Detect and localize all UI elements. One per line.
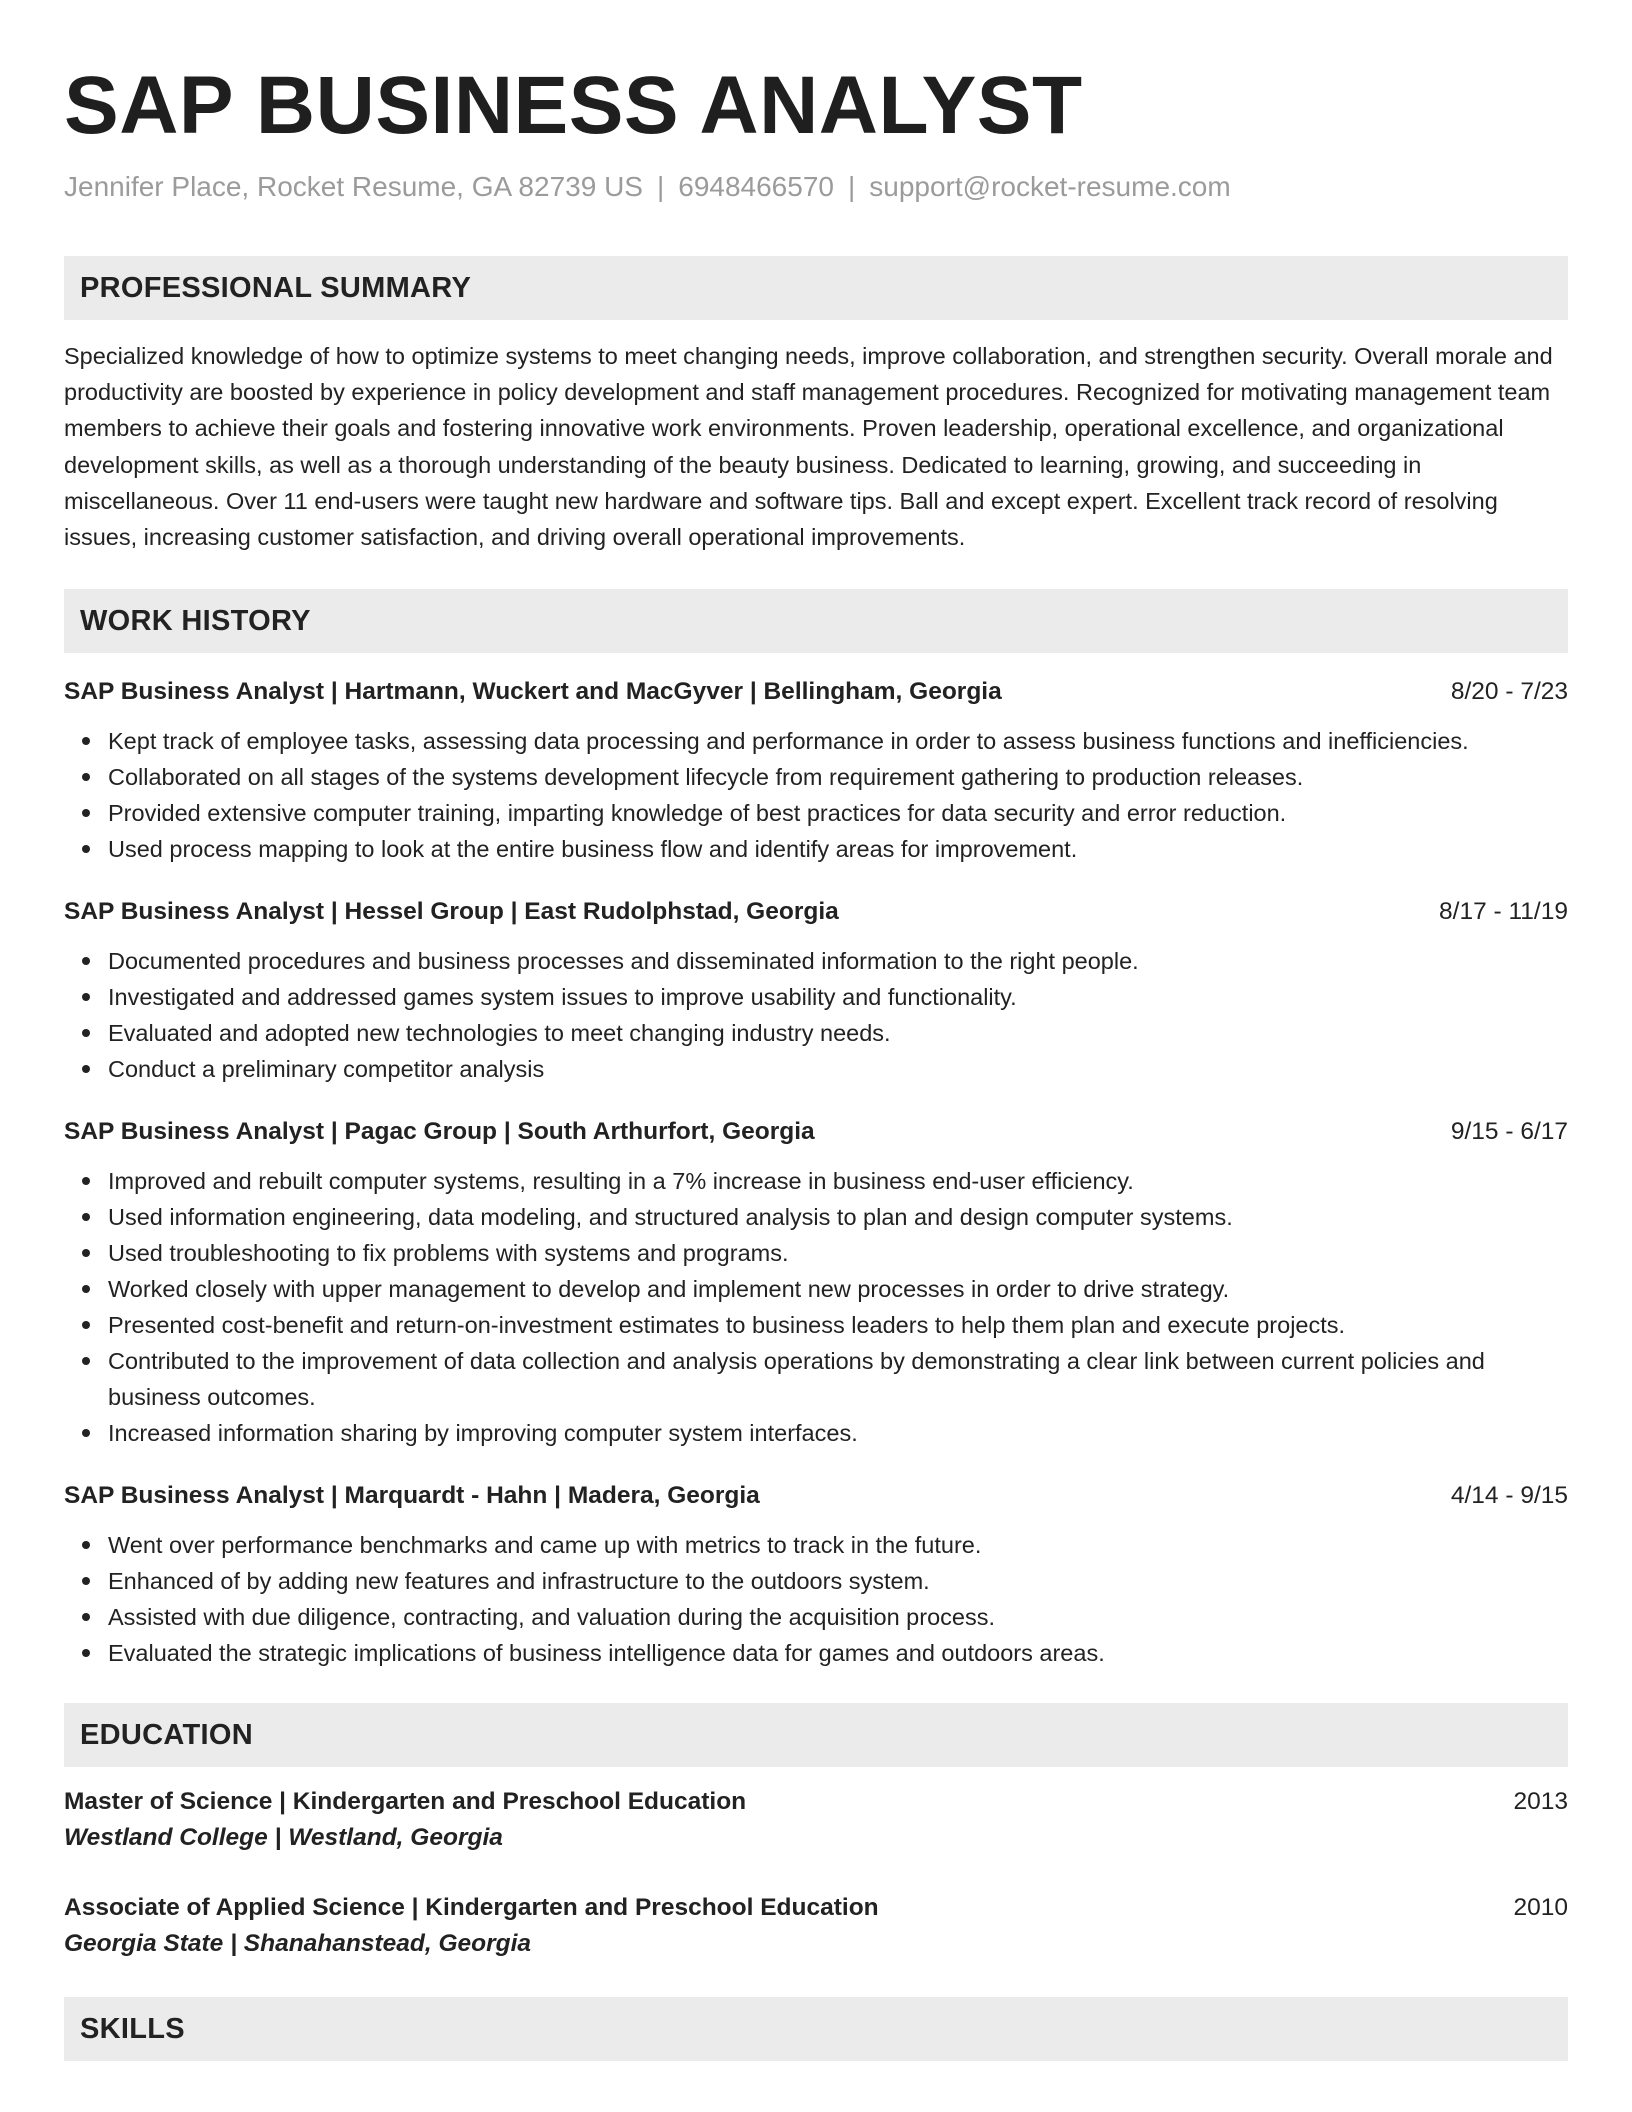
job-header bbox=[64, 1479, 1568, 1513]
job-title: SAP Business Analyst | Hessel Group | East Rudolphstad, Georgia bbox=[64, 898, 839, 926]
job-bullet: Evaluated the strategic implications of business intelligence data for games and outdoors areas. bbox=[108, 1635, 1568, 1671]
job-bullet: Collaborated on all stages of the systems development lifecycle from requirement gathering to production releases. bbox=[108, 759, 1568, 795]
education-list bbox=[64, 1785, 1568, 1963]
job-dates: 8/20 - 7/23 bbox=[1450, 678, 1568, 706]
job-bullet: Kept track of employee tasks, assessing data processing and performance in order to assess business functions and inefficiencies. bbox=[108, 723, 1568, 759]
job-bullet: Improved and rebuilt computer systems, resulting in a 7% increase in business end-user efficiency. bbox=[108, 1163, 1568, 1199]
job-bullet-list bbox=[64, 1163, 1568, 1451]
education-entry bbox=[64, 1785, 1568, 1857]
education-entry bbox=[64, 1891, 1568, 1963]
job-title: SAP Business Analyst | Marquardt - Hahn | Madera, Georgia bbox=[64, 1482, 760, 1510]
job-bullet: Used information engineering, data modeling, and structured analysis to plan and design computer systems. bbox=[108, 1199, 1568, 1235]
job-entry bbox=[64, 1115, 1568, 1451]
job-dates: 8/17 - 11/19 bbox=[1439, 898, 1568, 926]
degree-title: Master of Science | Kindergarten and Preschool Education bbox=[64, 1788, 747, 1816]
contact-email: support@rocket-resume.com bbox=[869, 171, 1231, 202]
contact-line bbox=[64, 170, 1568, 204]
job-bullet-list bbox=[64, 943, 1568, 1087]
section-heading-work-history: WORK HISTORY bbox=[64, 589, 1568, 653]
job-bullet: Used process mapping to look at the entire business flow and identify areas for improvement. bbox=[108, 831, 1568, 867]
job-bullet: Presented cost-benefit and return-on-investment estimates to business leaders to help them plan and execute projects. bbox=[108, 1307, 1568, 1343]
resume-title: SAP BUSINESS ANALYST bbox=[64, 60, 1083, 151]
degree-title: Associate of Applied Science | Kindergarten and Preschool Education bbox=[64, 1894, 879, 1922]
school-name: Georgia State | Shanahanstead, Georgia bbox=[64, 1930, 532, 1958]
job-bullet: Worked closely with upper management to develop and implement new processes in order to drive strategy. bbox=[108, 1271, 1568, 1307]
contact-phone: 6948466570 bbox=[678, 171, 834, 202]
education-year: 2013 bbox=[1513, 1788, 1568, 1816]
job-entry bbox=[64, 675, 1568, 867]
job-header bbox=[64, 895, 1568, 929]
job-bullet: Assisted with due diligence, contracting, and valuation during the acquisition process. bbox=[108, 1599, 1568, 1635]
job-bullet: Provided extensive computer training, imparting knowledge of best practices for data security and error reduction. bbox=[108, 795, 1568, 831]
education-header bbox=[64, 1891, 1568, 1925]
job-entry bbox=[64, 1479, 1568, 1671]
contact-separator: | bbox=[847, 171, 856, 202]
job-title: SAP Business Analyst | Hartmann, Wuckert and MacGyver | Bellingham, Georgia bbox=[64, 678, 1002, 706]
job-dates: 4/14 - 9/15 bbox=[1450, 1482, 1568, 1510]
school-name: Westland College | Westland, Georgia bbox=[64, 1824, 503, 1852]
job-title: SAP Business Analyst | Pagac Group | South Arthurfort, Georgia bbox=[64, 1118, 815, 1146]
job-bullet-list bbox=[64, 1527, 1568, 1671]
education-header bbox=[64, 1785, 1568, 1819]
job-dates: 9/15 - 6/17 bbox=[1450, 1118, 1568, 1146]
education-year: 2010 bbox=[1513, 1894, 1568, 1922]
job-bullet: Conduct a preliminary competitor analysis bbox=[108, 1051, 1568, 1087]
contact-address: Jennifer Place, Rocket Resume, GA 82739 US bbox=[64, 171, 643, 202]
contact-separator: | bbox=[656, 171, 665, 202]
job-bullet: Increased information sharing by improving computer system interfaces. bbox=[108, 1415, 1568, 1451]
job-entry bbox=[64, 895, 1568, 1087]
job-bullet: Evaluated and adopted new technologies to meet changing industry needs. bbox=[108, 1015, 1568, 1051]
job-header bbox=[64, 675, 1568, 709]
work-history-list bbox=[64, 675, 1568, 1671]
section-heading-summary: PROFESSIONAL SUMMARY bbox=[64, 256, 1568, 320]
job-bullet: Went over performance benchmarks and came up with metrics to track in the future. bbox=[108, 1527, 1568, 1563]
job-bullet: Documented procedures and business processes and disseminated information to the right people. bbox=[108, 943, 1568, 979]
job-header bbox=[64, 1115, 1568, 1149]
job-bullet: Investigated and addressed games system issues to improve usability and functionality. bbox=[108, 979, 1568, 1015]
job-bullet: Enhanced of by adding new features and infrastructure to the outdoors system. bbox=[108, 1563, 1568, 1599]
job-bullet: Used troubleshooting to fix problems with systems and programs. bbox=[108, 1235, 1568, 1271]
job-bullet-list bbox=[64, 723, 1568, 867]
summary-text: Specialized knowledge of how to optimize systems to meet changing needs, improve collaboration, and strengthen security. Overall morale and productivity are boosted by experience in policy development and staff management procedures. Recognized for motivating management team members to achieve their goals and fostering innovative work environments. Proven leadership, operational excellence, and organizational development skills, as well as a thorough understanding of the beauty business. Dedicated to learning, growing, and succeeding in miscellaneous. Over 11 end-users were taught new hardware and software tips. Ball and except expert. Excellent track record of resolving issues, increasing customer satisfaction, and driving overall operational improvements. bbox=[64, 343, 1553, 551]
job-bullet: Contributed to the improvement of data collection and analysis operations by demonstrating a clear link between current policies and business outcomes. bbox=[108, 1343, 1568, 1415]
section-heading-skills: SKILLS bbox=[64, 1997, 1568, 2061]
section-heading-education: EDUCATION bbox=[64, 1703, 1568, 1767]
